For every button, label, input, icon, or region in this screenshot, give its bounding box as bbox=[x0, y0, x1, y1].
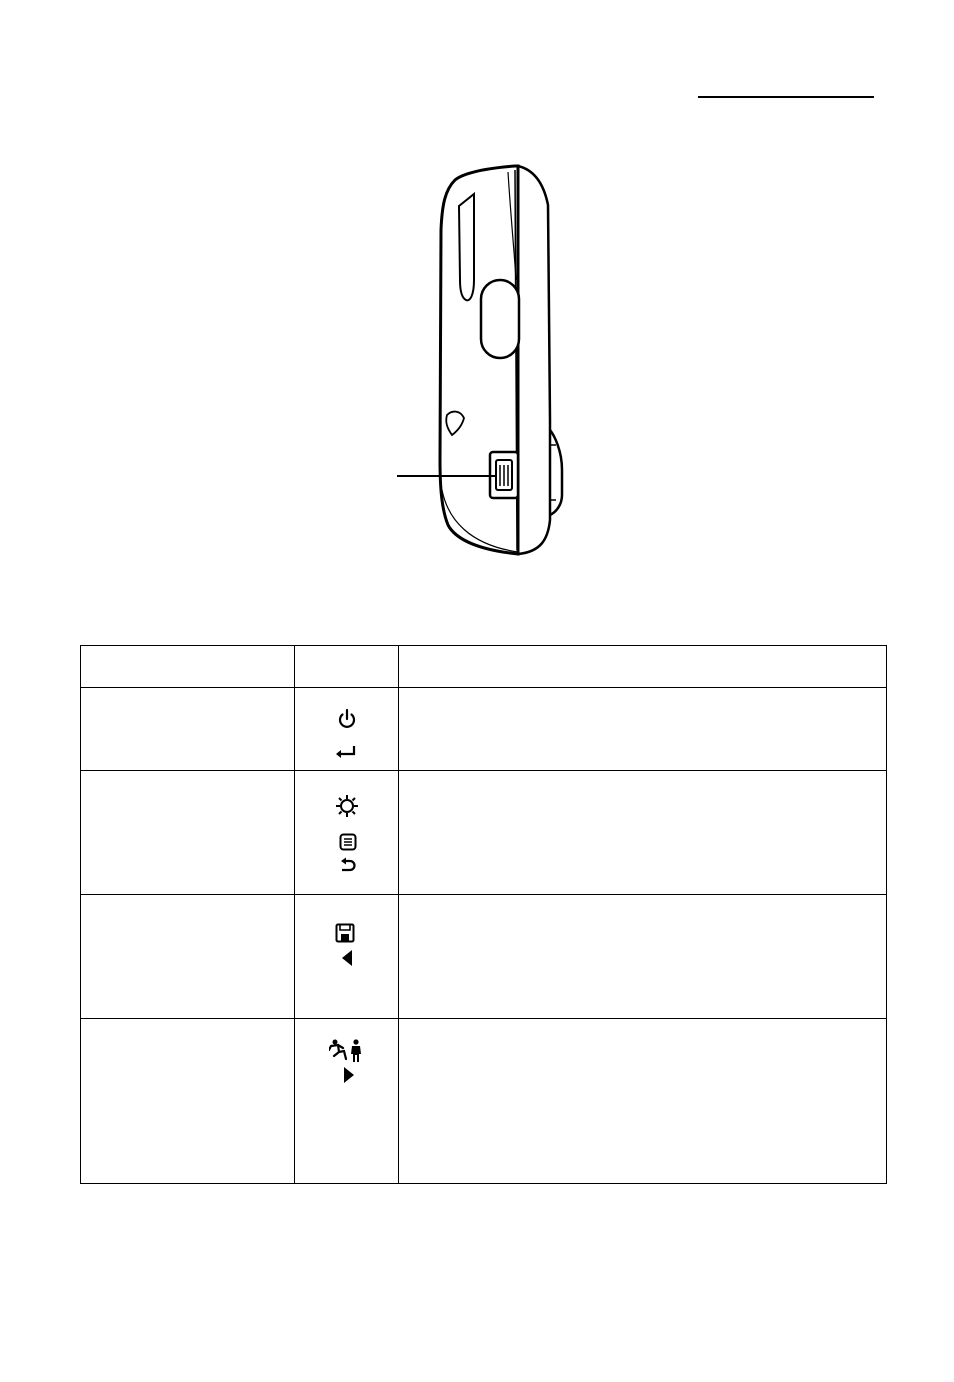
row-name bbox=[81, 771, 294, 784]
menu-icon bbox=[339, 833, 357, 851]
enter-icon bbox=[335, 744, 357, 760]
column-header-button bbox=[81, 646, 295, 688]
row-description bbox=[399, 895, 886, 908]
table-row bbox=[81, 771, 887, 895]
walk-stand-mode-icon bbox=[329, 1039, 365, 1063]
usb-port-callout-line bbox=[397, 475, 497, 477]
left-arrow-icon bbox=[341, 949, 353, 967]
row-description bbox=[399, 688, 886, 701]
row-description bbox=[399, 1019, 886, 1032]
column-header-icon bbox=[295, 646, 399, 688]
table-row bbox=[81, 895, 887, 1019]
table-row bbox=[81, 1019, 887, 1184]
column-header-function bbox=[399, 646, 887, 688]
header-rule bbox=[698, 96, 874, 98]
back-icon bbox=[339, 857, 357, 873]
power-icon bbox=[337, 708, 357, 730]
table-header-row bbox=[81, 646, 887, 688]
device-side-view bbox=[390, 160, 580, 560]
table-row bbox=[81, 688, 887, 771]
brightness-icon bbox=[335, 794, 359, 818]
row-description bbox=[399, 771, 886, 784]
row-name bbox=[81, 895, 294, 908]
button-function-table bbox=[80, 645, 887, 1184]
row-name bbox=[81, 688, 294, 701]
row-name bbox=[81, 1019, 294, 1032]
right-arrow-icon bbox=[343, 1066, 355, 1084]
save-icon bbox=[335, 923, 355, 943]
